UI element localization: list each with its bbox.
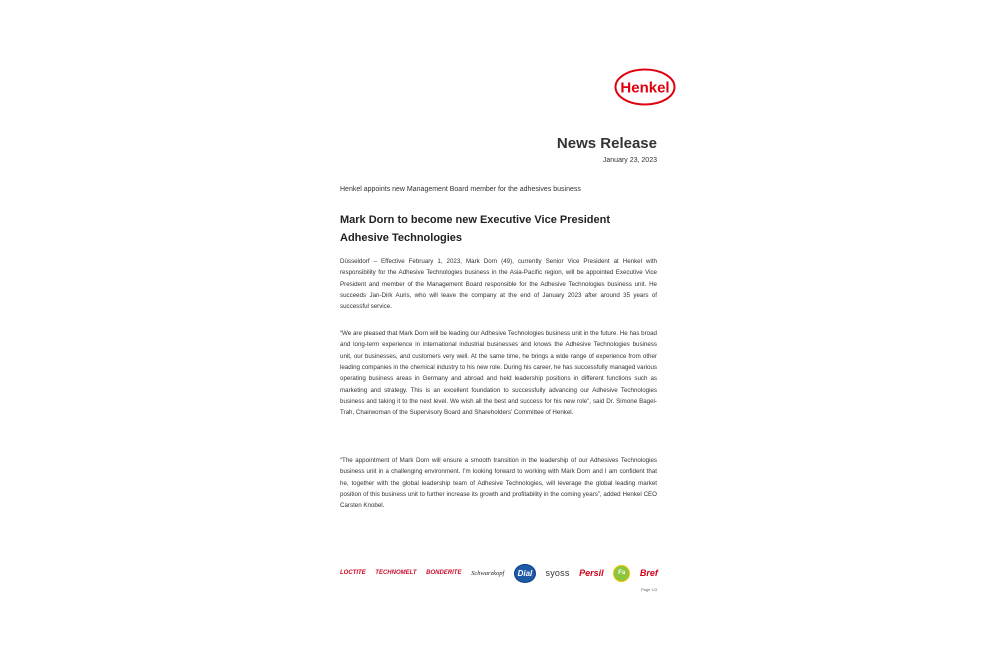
body-paragraph-1: Düsseldorf – Effective February 1, 2023, Mark Dorn (49), currently Senior Vice President at Henkel with responsibility for the Adhesive Technologies business in the Asia-Pacific region, will be appointed Executive Vice President and member of the Management Board responsible for the Adhesive Technologies business unit. He succeeds Jan-Dirk Auris, who will leave the company at the end of January 2023 after around 35 years of successful service. — [340, 258, 657, 311]
headline-line-1: Mark Dorn to become new Executive Vice President — [340, 214, 611, 226]
henkel-logo-text: Henkel — [620, 79, 670, 97]
release-date: January 23, 2023 — [602, 157, 657, 164]
headline — [340, 211, 660, 247]
page-number: Page 1/3 — [640, 587, 657, 592]
syoss-logo: syoss — [545, 568, 570, 578]
subheadline: Henkel appoints new Management Board member for the adhesives business — [340, 186, 581, 193]
dial-logo: Dial — [514, 564, 536, 583]
henkel-logo — [614, 68, 676, 106]
release-title: News Release — [556, 135, 657, 152]
schwarzkopf-logo: Schwarzkopf — [471, 569, 505, 577]
fa-logo: Fa — [613, 565, 630, 582]
body-paragraph-2: “We are pleased that Mark Dorn will be leading our Adhesive Technologies business unit in the future. He has broad and long-term experience in international industrial businesses and knows the Adhesive Technologies business unit, our businesses, and customers very well. At the same time, he brings a wide range of experience from other leading companies in the chemical industry to his new role. During his career, he has successfully managed various operating business areas in Germany and abroad and held leadership positions in different functions such as marketing and strategy. This is an excellent foundation to successfully advancing our Adhesive Technologies business and taking it to the next level. We wish all the best and success for his new role”, said Dr. Simone Bagel-Trah, Chairwoman of the Supervisory Board and Shareholders’ Committee of Henkel. — [340, 330, 657, 417]
brand-logo-row — [340, 562, 658, 584]
technomelt-logo: TECHNOMELT — [375, 570, 417, 576]
body-paragraph-3: “The appointment of Mark Dorn will ensure a smooth transition in the leadership of our Adhesives Technologies business unit in a challenging environment. I’m looking forward to working with Mark Dorn and I am confident that he, together with the global leadership team of Adhesive Technologies, will leverage the global leading market position of this business unit to further increase its growth and profitability in the coming years”, added Henkel CEO Carsten Knobel. — [340, 457, 657, 510]
bonderite-logo: BONDERITE — [426, 570, 462, 576]
bref-logo: Bref — [639, 568, 658, 578]
loctite-logo: LOCTITE — [340, 570, 366, 576]
persil-logo: Persil — [579, 568, 604, 578]
headline-line-2: Adhesive Technologies — [340, 232, 463, 244]
